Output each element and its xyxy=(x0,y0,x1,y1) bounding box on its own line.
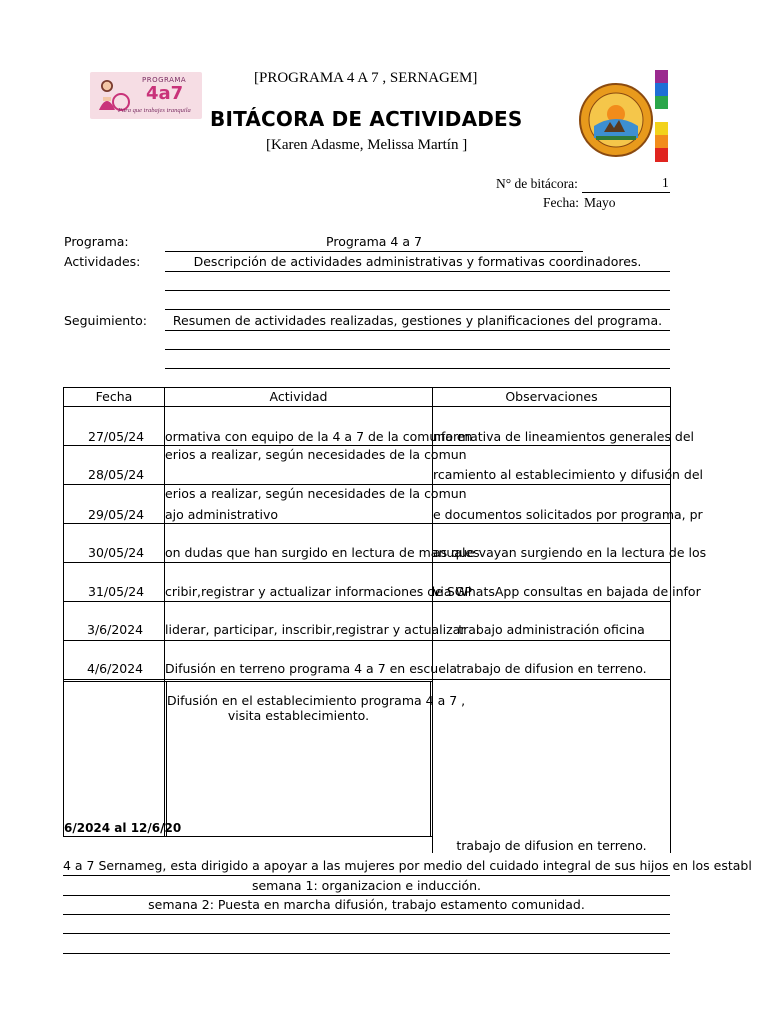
table-row-border xyxy=(63,484,670,485)
row-6-fecha: 3/6/2024 xyxy=(87,622,144,637)
seguimiento-underline-3 xyxy=(165,368,670,369)
color-bar-blue xyxy=(655,83,668,96)
seguimiento-underline-2 xyxy=(165,349,670,350)
row-6-observaciones: trabajo administración oficina xyxy=(458,622,645,637)
big-row-fecha: 6/2024 al 12/6/20 xyxy=(64,821,182,835)
big-row-actividad-line2: visita establecimiento. xyxy=(227,708,370,723)
row-3-observaciones: e documentos solicitados por programa, pr xyxy=(433,507,703,522)
row-5-fecha: 31/05/24 xyxy=(88,584,145,599)
color-bar-yellow xyxy=(655,122,668,135)
programa-label: Programa: xyxy=(64,234,129,249)
program-logo xyxy=(90,72,202,119)
table-header-bottom xyxy=(63,406,670,407)
programa-value: Programa 4 a 7 xyxy=(326,234,422,249)
table-row-border xyxy=(63,523,670,524)
actividades-underline-2 xyxy=(165,290,670,291)
row-5-actividad: cribir,registrar y actualizar informaciones de SGP xyxy=(165,584,473,599)
seguimiento-underline-1 xyxy=(165,330,670,331)
row-1-observaciones: nformativa de lineamientos generales del xyxy=(433,429,695,444)
color-bar-red xyxy=(655,148,668,162)
table-row-border xyxy=(63,679,670,680)
color-bar-green xyxy=(655,96,668,109)
row-3-fecha: 29/05/24 xyxy=(88,507,145,522)
table-row-border xyxy=(63,562,670,563)
table-row-border xyxy=(63,601,670,602)
footer-description: 4 a 7 Sernameg, esta dirigido a apoyar a las mujeres por medio del cuidado integral de sus hijos en los establ xyxy=(63,858,752,873)
row-6-actividad: liderar, participar, inscribir,registrar y actualizar xyxy=(165,622,466,637)
programa-underline xyxy=(165,251,583,252)
table-border-left xyxy=(63,387,64,837)
color-bar-strip xyxy=(655,70,668,162)
footer-semana-1: semana 1: organizacion e inducción. xyxy=(251,878,482,893)
row-3-actividad-top: erios a realizar, según necesidades de la comun xyxy=(165,486,467,501)
footer-underline-3 xyxy=(63,914,670,915)
seguimiento-value: Resumen de actividades realizadas, gestiones y planificaciones del programa. xyxy=(172,313,663,328)
header-fecha: Fecha xyxy=(95,389,133,404)
page-title: BITÁCORA DE ACTIVIDADES xyxy=(210,107,523,131)
footer-semana-2: semana 2: Puesta en marcha difusión, trabajo estamento comunidad. xyxy=(148,897,585,912)
row-4-actividad: on dudas que han surgido en lectura de manuales xyxy=(165,545,480,560)
color-bar-purple xyxy=(655,70,668,83)
municipal-seal xyxy=(578,82,654,158)
big-row-actividad-line1: Difusión en el establecimiento programa 4 a 7 , xyxy=(167,693,466,708)
bitacora-label: N° de bitácora: xyxy=(496,176,578,191)
row-5-observaciones: via WhatsApp consultas en bajada de infor xyxy=(433,584,701,599)
footer-underline-2 xyxy=(63,895,670,896)
logo-tagline: Para que trabajes tranquila xyxy=(118,107,191,114)
seguimiento-label: Seguimiento: xyxy=(64,313,147,328)
actividades-underline-3 xyxy=(165,309,670,310)
row-4-observaciones: as que vayan surgiendo en la lectura de los xyxy=(433,545,707,560)
header-actividad: Actividad xyxy=(269,389,328,404)
bitacora-value: 1 xyxy=(662,175,669,190)
table-row-border xyxy=(63,640,670,641)
color-bar-white xyxy=(655,109,668,122)
actividades-label: Actividades: xyxy=(64,254,141,269)
program-line: [PROGRAMA 4 A 7 , SERNAGEM] xyxy=(254,70,478,86)
bitacora-underline xyxy=(582,192,670,193)
row-4-fecha: 30/05/24 xyxy=(88,545,145,560)
seal-emblem-icon xyxy=(578,82,654,158)
row-1-actividad: ormativa con equipo de la 4 a 7 de la comuna en xyxy=(165,429,473,444)
authors-line: [Karen Adasme, Melissa Martín ] xyxy=(266,137,468,153)
row-2-observaciones: rcamiento al establecimiento y difusión del xyxy=(433,467,704,482)
header-observaciones: Observaciones xyxy=(505,389,598,404)
row-7-observaciones: trabajo de difusion en terreno. xyxy=(456,661,647,676)
row-7-actividad: Difusión en terreno programa 4 a 7 en escuela xyxy=(165,661,458,676)
actividades-underline-1 xyxy=(165,271,670,272)
table-big-row-inner-top xyxy=(64,681,432,682)
table-big-row-bottom xyxy=(63,836,433,837)
footer-underline-1 xyxy=(63,875,670,876)
fecha-value: Mayo xyxy=(584,195,616,210)
row-3-actividad: ajo administrativo xyxy=(165,507,279,522)
fecha-label: Fecha: xyxy=(543,195,579,210)
color-bar-orange xyxy=(655,135,668,148)
row-7-fecha: 4/6/2024 xyxy=(87,661,144,676)
actividades-value: Descripción de actividades administrativas y formativas coordinadores. xyxy=(193,254,642,269)
logo-big-text: 4a7 xyxy=(146,83,184,104)
footer-underline-5 xyxy=(63,953,670,954)
row-2-fecha: 28/05/24 xyxy=(88,467,145,482)
row-2-actividad-top: erios a realizar, según necesidades de la comun xyxy=(165,447,467,462)
table-top-border xyxy=(63,387,670,388)
big-row-observaciones: trabajo de difusion en terreno. xyxy=(456,838,647,853)
footer-underline-4 xyxy=(63,933,670,934)
logo-top-text: PROGRAMA xyxy=(142,76,187,84)
table-row-border xyxy=(63,445,670,446)
row-1-fecha: 27/05/24 xyxy=(88,429,145,444)
table-border-right xyxy=(670,387,671,853)
